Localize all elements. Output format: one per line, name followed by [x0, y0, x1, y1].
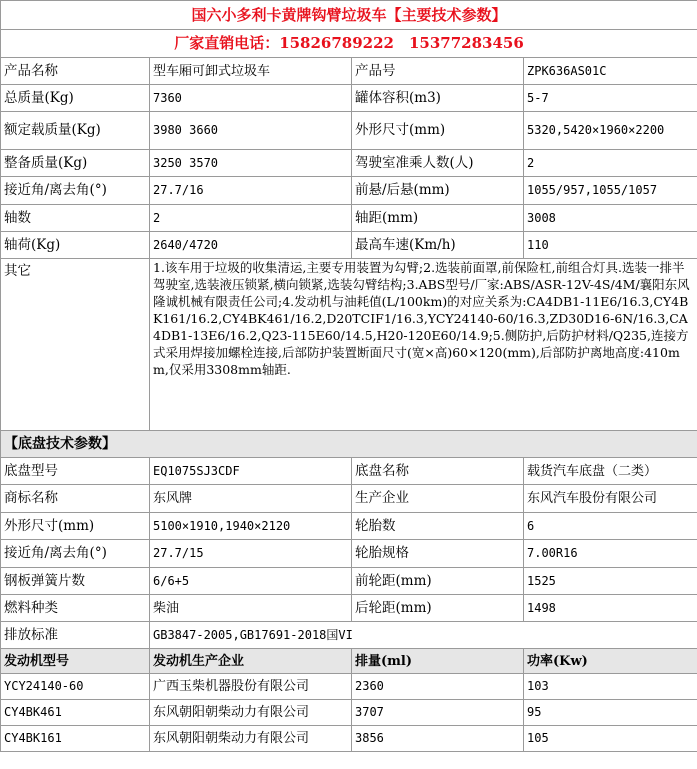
- chassis-value: 6/6+5: [150, 568, 352, 595]
- engine-maker: 东风朝阳朝柴动力有限公司: [150, 726, 352, 752]
- chassis-label: 接近角/离去角(°): [1, 540, 150, 568]
- engine-header-cell: 功率(Kw): [524, 649, 697, 674]
- chassis-value: 柴油: [150, 595, 352, 622]
- param-label: 轴数: [1, 205, 150, 232]
- chassis-value: 东风汽车股份有限公司: [524, 485, 697, 513]
- phone-row: [1, 30, 697, 58]
- engine-power: 105: [524, 726, 697, 752]
- param-label: 最高车速(Km/h): [352, 232, 524, 259]
- param-value: 3008: [524, 205, 697, 232]
- chassis-label: 底盘名称: [352, 458, 524, 485]
- chassis-label: 外形尺寸(mm): [1, 513, 150, 540]
- chassis-row: [1, 485, 697, 513]
- chassis-label: 轮胎规格: [352, 540, 524, 568]
- param-value: ZPK636AS01C: [524, 58, 697, 85]
- param-label: 驾驶室准乘人数(人): [352, 150, 524, 177]
- other-description: 1.该车用于垃圾的收集清运,主要专用装置为勾臂;2.选装前面罩,前保险杠,前组合灯具.选装一排半驾驶室,选装液压锁紧,横向锁紧,选装勾臂结构;3.ABS型号/厂家:ABS/ASR-12V-4S/4M/襄阳东风隆诚机械有限责任公司;4.发动机与油耗值(L/100km)的对应关系为:CA4DB1-11E6/16.3,CY4BK161/16.2,CY4BK461/16.2,D20TCIF1/16.3,YCY24140-60/16.3,ZD30D16-6N/16.3,CA4DB1-13E6/16.2,Q23-115E60/14.5,H20-120E60/14.9;5.侧防护,后防护材料/Q235,连接方式采用焊接加螺栓连接,后部防护装置断面尺寸(宽×高)60×120(mm),后部防护离地高度:410mm,仅采用3308mm轴距.: [150, 259, 697, 431]
- engine-power: 103: [524, 674, 697, 700]
- engine-header-cell: 排量(ml): [352, 649, 524, 674]
- other-row: [1, 259, 697, 431]
- engine-model: CY4BK461: [1, 700, 150, 726]
- param-row: [1, 205, 697, 232]
- chassis-row: [1, 568, 697, 595]
- param-value: 型车厢可卸式垃圾车: [150, 58, 352, 85]
- param-value: 7360: [150, 85, 352, 112]
- other-label: 其它: [1, 259, 150, 431]
- engine-model: CY4BK161: [1, 726, 150, 752]
- chassis-value: 1525: [524, 568, 697, 595]
- chassis-value: EQ1075SJ3CDF: [150, 458, 352, 485]
- param-label: 额定载质量(Kg): [1, 112, 150, 150]
- chassis-row: [1, 513, 697, 540]
- param-value: 27.7/16: [150, 177, 352, 205]
- param-label: 总质量(Kg): [1, 85, 150, 112]
- emission-label: 排放标准: [1, 622, 150, 649]
- chassis-label: 底盘型号: [1, 458, 150, 485]
- param-label: 产品名称: [1, 58, 150, 85]
- chassis-label: 生产企业: [352, 485, 524, 513]
- engine-header-cell: 发动机型号: [1, 649, 150, 674]
- engine-header-cell: 发动机生产企业: [150, 649, 352, 674]
- chassis-label: 后轮距(mm): [352, 595, 524, 622]
- param-label: 产品号: [352, 58, 524, 85]
- engine-displacement: 3856: [352, 726, 524, 752]
- param-label: 前悬/后悬(mm): [352, 177, 524, 205]
- chassis-value: 载货汽车底盘（二类）: [524, 458, 697, 485]
- param-row: [1, 177, 697, 205]
- param-row: [1, 232, 697, 259]
- param-value: 2640/4720: [150, 232, 352, 259]
- engine-displacement: 2360: [352, 674, 524, 700]
- param-label: 接近角/离去角(°): [1, 177, 150, 205]
- chassis-label: 燃料种类: [1, 595, 150, 622]
- chassis-row: [1, 595, 697, 622]
- chassis-label: 前轮距(mm): [352, 568, 524, 595]
- engine-row: [1, 726, 697, 752]
- chassis-row: [1, 458, 697, 485]
- chassis-label: 商标名称: [1, 485, 150, 513]
- chassis-value: 27.7/15: [150, 540, 352, 568]
- param-value: 5320,5420×1960×2200: [524, 112, 697, 150]
- param-value: 5-7: [524, 85, 697, 112]
- param-row: [1, 58, 697, 85]
- emission-row: [1, 622, 697, 649]
- param-value: 2: [150, 205, 352, 232]
- param-value: 2: [524, 150, 697, 177]
- engine-maker: 东风朝阳朝柴动力有限公司: [150, 700, 352, 726]
- title-row: [1, 1, 697, 30]
- engine-row: [1, 674, 697, 700]
- param-row: [1, 85, 697, 112]
- engine-maker: 广西玉柴机器股份有限公司: [150, 674, 352, 700]
- param-value: 3250 3570: [150, 150, 352, 177]
- param-row: [1, 150, 697, 177]
- chassis-section-title: 【底盘技术参数】: [1, 431, 697, 458]
- engine-power: 95: [524, 700, 697, 726]
- param-value: 110: [524, 232, 697, 259]
- emission-value: GB3847-2005,GB17691-2018国VI: [150, 622, 697, 649]
- chassis-value: 7.00R16: [524, 540, 697, 568]
- chassis-value: 6: [524, 513, 697, 540]
- engine-row: [1, 700, 697, 726]
- param-row: [1, 112, 697, 150]
- engine-model: YCY24140-60: [1, 674, 150, 700]
- chassis-value: 东风牌: [150, 485, 352, 513]
- param-label: 外形尺寸(mm): [352, 112, 524, 150]
- chassis-label: 轮胎数: [352, 513, 524, 540]
- engine-displacement: 3707: [352, 700, 524, 726]
- chassis-value: 1498: [524, 595, 697, 622]
- param-label: 整备质量(Kg): [1, 150, 150, 177]
- param-value: 3980 3660: [150, 112, 352, 150]
- engine-header-row: [1, 649, 697, 674]
- sales-phone: 厂家直销电话：15826789222 15377283456: [1, 30, 697, 58]
- chassis-row: [1, 540, 697, 568]
- param-label: 轴距(mm): [352, 205, 524, 232]
- param-label: 罐体容积(m3): [352, 85, 524, 112]
- chassis-value: 5100×1910,1940×2120: [150, 513, 352, 540]
- chassis-section-header: [1, 431, 697, 458]
- param-label: 轴荷(Kg): [1, 232, 150, 259]
- page-title: 国六小多利卡黄牌钩臂垃圾车【主要技术参数】: [1, 1, 697, 30]
- param-value: 1055/957,1055/1057: [524, 177, 697, 205]
- chassis-label: 钢板弹簧片数: [1, 568, 150, 595]
